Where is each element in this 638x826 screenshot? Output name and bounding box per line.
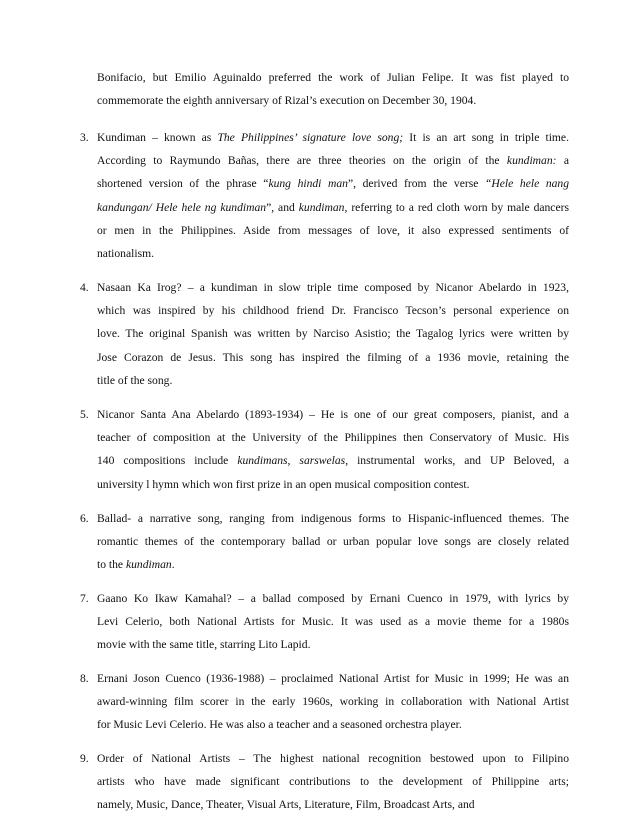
paragraph-line bbox=[97, 587, 569, 610]
paragraph-line bbox=[97, 610, 569, 633]
list-item-number: 6. bbox=[80, 512, 89, 525]
continued-paragraph bbox=[97, 66, 569, 112]
text-run: shortened version of the phrase “ bbox=[97, 177, 269, 191]
text-run: ”, and bbox=[266, 200, 299, 214]
paragraph-line bbox=[97, 793, 569, 816]
italic-term: kundiman bbox=[125, 558, 172, 572]
list-item bbox=[80, 507, 569, 577]
list-item bbox=[80, 276, 569, 392]
paragraph-line bbox=[97, 322, 569, 345]
paragraph-line bbox=[97, 369, 569, 392]
text-run: Gaano Ko Ikaw Kamahal? – a ballad composed by Ernani Cuenco in 1979, with lyrics by bbox=[97, 592, 569, 605]
paragraph-line bbox=[97, 426, 569, 449]
text-run: movie with the same title, starring Lito Lapid. bbox=[97, 638, 311, 652]
text-run: ”, derived from the verse bbox=[347, 177, 485, 191]
text-run: award-winning film scorer in the early 1960s, working in collaboration with National Artist bbox=[97, 695, 569, 709]
paragraph-line bbox=[97, 770, 569, 793]
paragraph-line bbox=[97, 530, 569, 553]
list-item-number: 4. bbox=[80, 281, 89, 294]
list-item-text bbox=[97, 587, 569, 657]
text-run: Levi Celerio, both National Artists for Music. It was used as a movie theme for a 1980s bbox=[97, 615, 569, 629]
paragraph-line bbox=[97, 449, 569, 472]
paragraph-line bbox=[97, 473, 569, 496]
italic-term: “Hele hele nang bbox=[484, 177, 569, 191]
paragraph-line bbox=[97, 242, 569, 265]
paragraph-line: Bonifacio, but Emilio Aguinaldo preferred the work of Julian Felipe. It was fist played to bbox=[97, 71, 569, 84]
paragraph-line bbox=[97, 553, 569, 576]
paragraph-line bbox=[97, 667, 569, 690]
italic-term: kung hindi man bbox=[268, 177, 348, 191]
paragraph-line bbox=[97, 346, 569, 369]
paragraph-line bbox=[97, 747, 569, 770]
paragraph-line bbox=[97, 690, 569, 713]
paragraph-line bbox=[97, 713, 569, 736]
text-run: namely, Music, Dance, Theater, Visual Arts, Literature, Film, Broadcast Arts, and bbox=[97, 798, 475, 812]
list-item bbox=[80, 126, 569, 265]
text-run: for Music Levi Celerio. He was also a teacher and a seasoned orchestra player. bbox=[97, 718, 462, 732]
text-run: 140 compositions include bbox=[97, 454, 238, 468]
text-run: Nicanor Santa Ana Abelardo (1893-1934) – He is one of our great composers, pianist, and a bbox=[97, 408, 569, 421]
list-item-number: 9. bbox=[80, 752, 89, 765]
text-run: . bbox=[171, 558, 175, 572]
text-run: Jose Corazon de Jesus. This song has inspired the filming of a 1936 movie, retaining the bbox=[97, 350, 569, 364]
text-run: title of the song. bbox=[97, 373, 173, 387]
text-run: university l hymn which won first prize in an open musical composition contest. bbox=[97, 477, 470, 491]
italic-term: kundimans, sarswelas bbox=[237, 454, 346, 468]
text-run: Ernani Joson Cuenco (1936-1988) – proclaimed National Artist for Music in 1999; He was an bbox=[97, 672, 569, 685]
paragraph-line bbox=[97, 633, 569, 656]
text-run: teacher of composition at the University of the Philippines then Conservatory of Music. His bbox=[97, 431, 569, 445]
list-item-text bbox=[97, 507, 569, 577]
text-run: artists who have made significant contributions to the development of Philippine arts; bbox=[97, 775, 569, 789]
list-item-text bbox=[97, 747, 569, 817]
paragraph-line bbox=[97, 299, 569, 322]
list-item bbox=[80, 747, 569, 817]
list-item bbox=[80, 587, 569, 657]
list-item-number: 8. bbox=[80, 672, 89, 685]
list-item-text bbox=[97, 403, 569, 496]
list-item bbox=[80, 667, 569, 737]
italic-term: The Philippines’ signature love song; bbox=[217, 131, 404, 144]
paragraph-line bbox=[97, 219, 569, 242]
list-item bbox=[80, 403, 569, 496]
text-run: Ballad- a narrative song, ranging from indigenous forms to Hispanic-influenced themes. The bbox=[97, 512, 569, 525]
list-item-number: 5. bbox=[80, 408, 89, 421]
paragraph-line bbox=[97, 172, 569, 195]
text-run: referring to a red cloth worn by male dancers bbox=[347, 200, 569, 214]
text-run: or men in the Philippines. Aside from messages of love, it also expressed sentiments of bbox=[97, 223, 569, 237]
text-run: romantic themes of the contemporary ballad or urban popular love songs are closely related bbox=[97, 535, 569, 549]
paragraph-line bbox=[97, 276, 569, 299]
list-item-number: 3. bbox=[80, 131, 89, 144]
list-item-text bbox=[97, 667, 569, 737]
text-run: Nasaan Ka Irog? – a kundiman in slow triple time composed by Nicanor Abelardo in 1923, bbox=[97, 281, 569, 294]
text-run: According to Raymundo Bañas, there are three theories on the origin of the bbox=[97, 154, 507, 168]
text-run: which was inspired by his childhood friend Dr. Francisco Tecson’s personal experience on bbox=[97, 304, 569, 318]
text-run: a bbox=[556, 154, 569, 168]
list-item-number: 7. bbox=[80, 592, 89, 605]
paragraph-line bbox=[97, 403, 569, 426]
italic-term: kundiman: bbox=[506, 154, 557, 168]
paragraph-line bbox=[97, 149, 569, 172]
list-item-text bbox=[97, 126, 569, 265]
italic-term: kundiman, bbox=[298, 200, 348, 214]
paragraph-line: commemorate the eighth anniversary of Rizal’s execution on December 30, 1904. bbox=[97, 94, 477, 108]
paragraph-line bbox=[97, 196, 569, 219]
text-run: to the bbox=[97, 558, 126, 572]
text-run: Order of National Artists – The highest national recognition bestowed upon to Filipino bbox=[97, 752, 569, 765]
text-run: It is an art song in triple time. bbox=[403, 131, 569, 144]
text-run: , instrumental works, and UP Beloved, a bbox=[345, 454, 569, 468]
text-run: love. The original Spanish was written by Narciso Asistio; the Tagalog lyrics were written by bbox=[97, 327, 569, 341]
text-run: nationalism. bbox=[97, 247, 154, 261]
paragraph-line bbox=[97, 126, 569, 149]
text-run: Kundiman – known as bbox=[97, 131, 218, 144]
italic-term: kandungan/ Hele hele ng kundiman bbox=[97, 200, 267, 214]
list-item-text bbox=[97, 276, 569, 392]
paragraph-line bbox=[97, 507, 569, 530]
